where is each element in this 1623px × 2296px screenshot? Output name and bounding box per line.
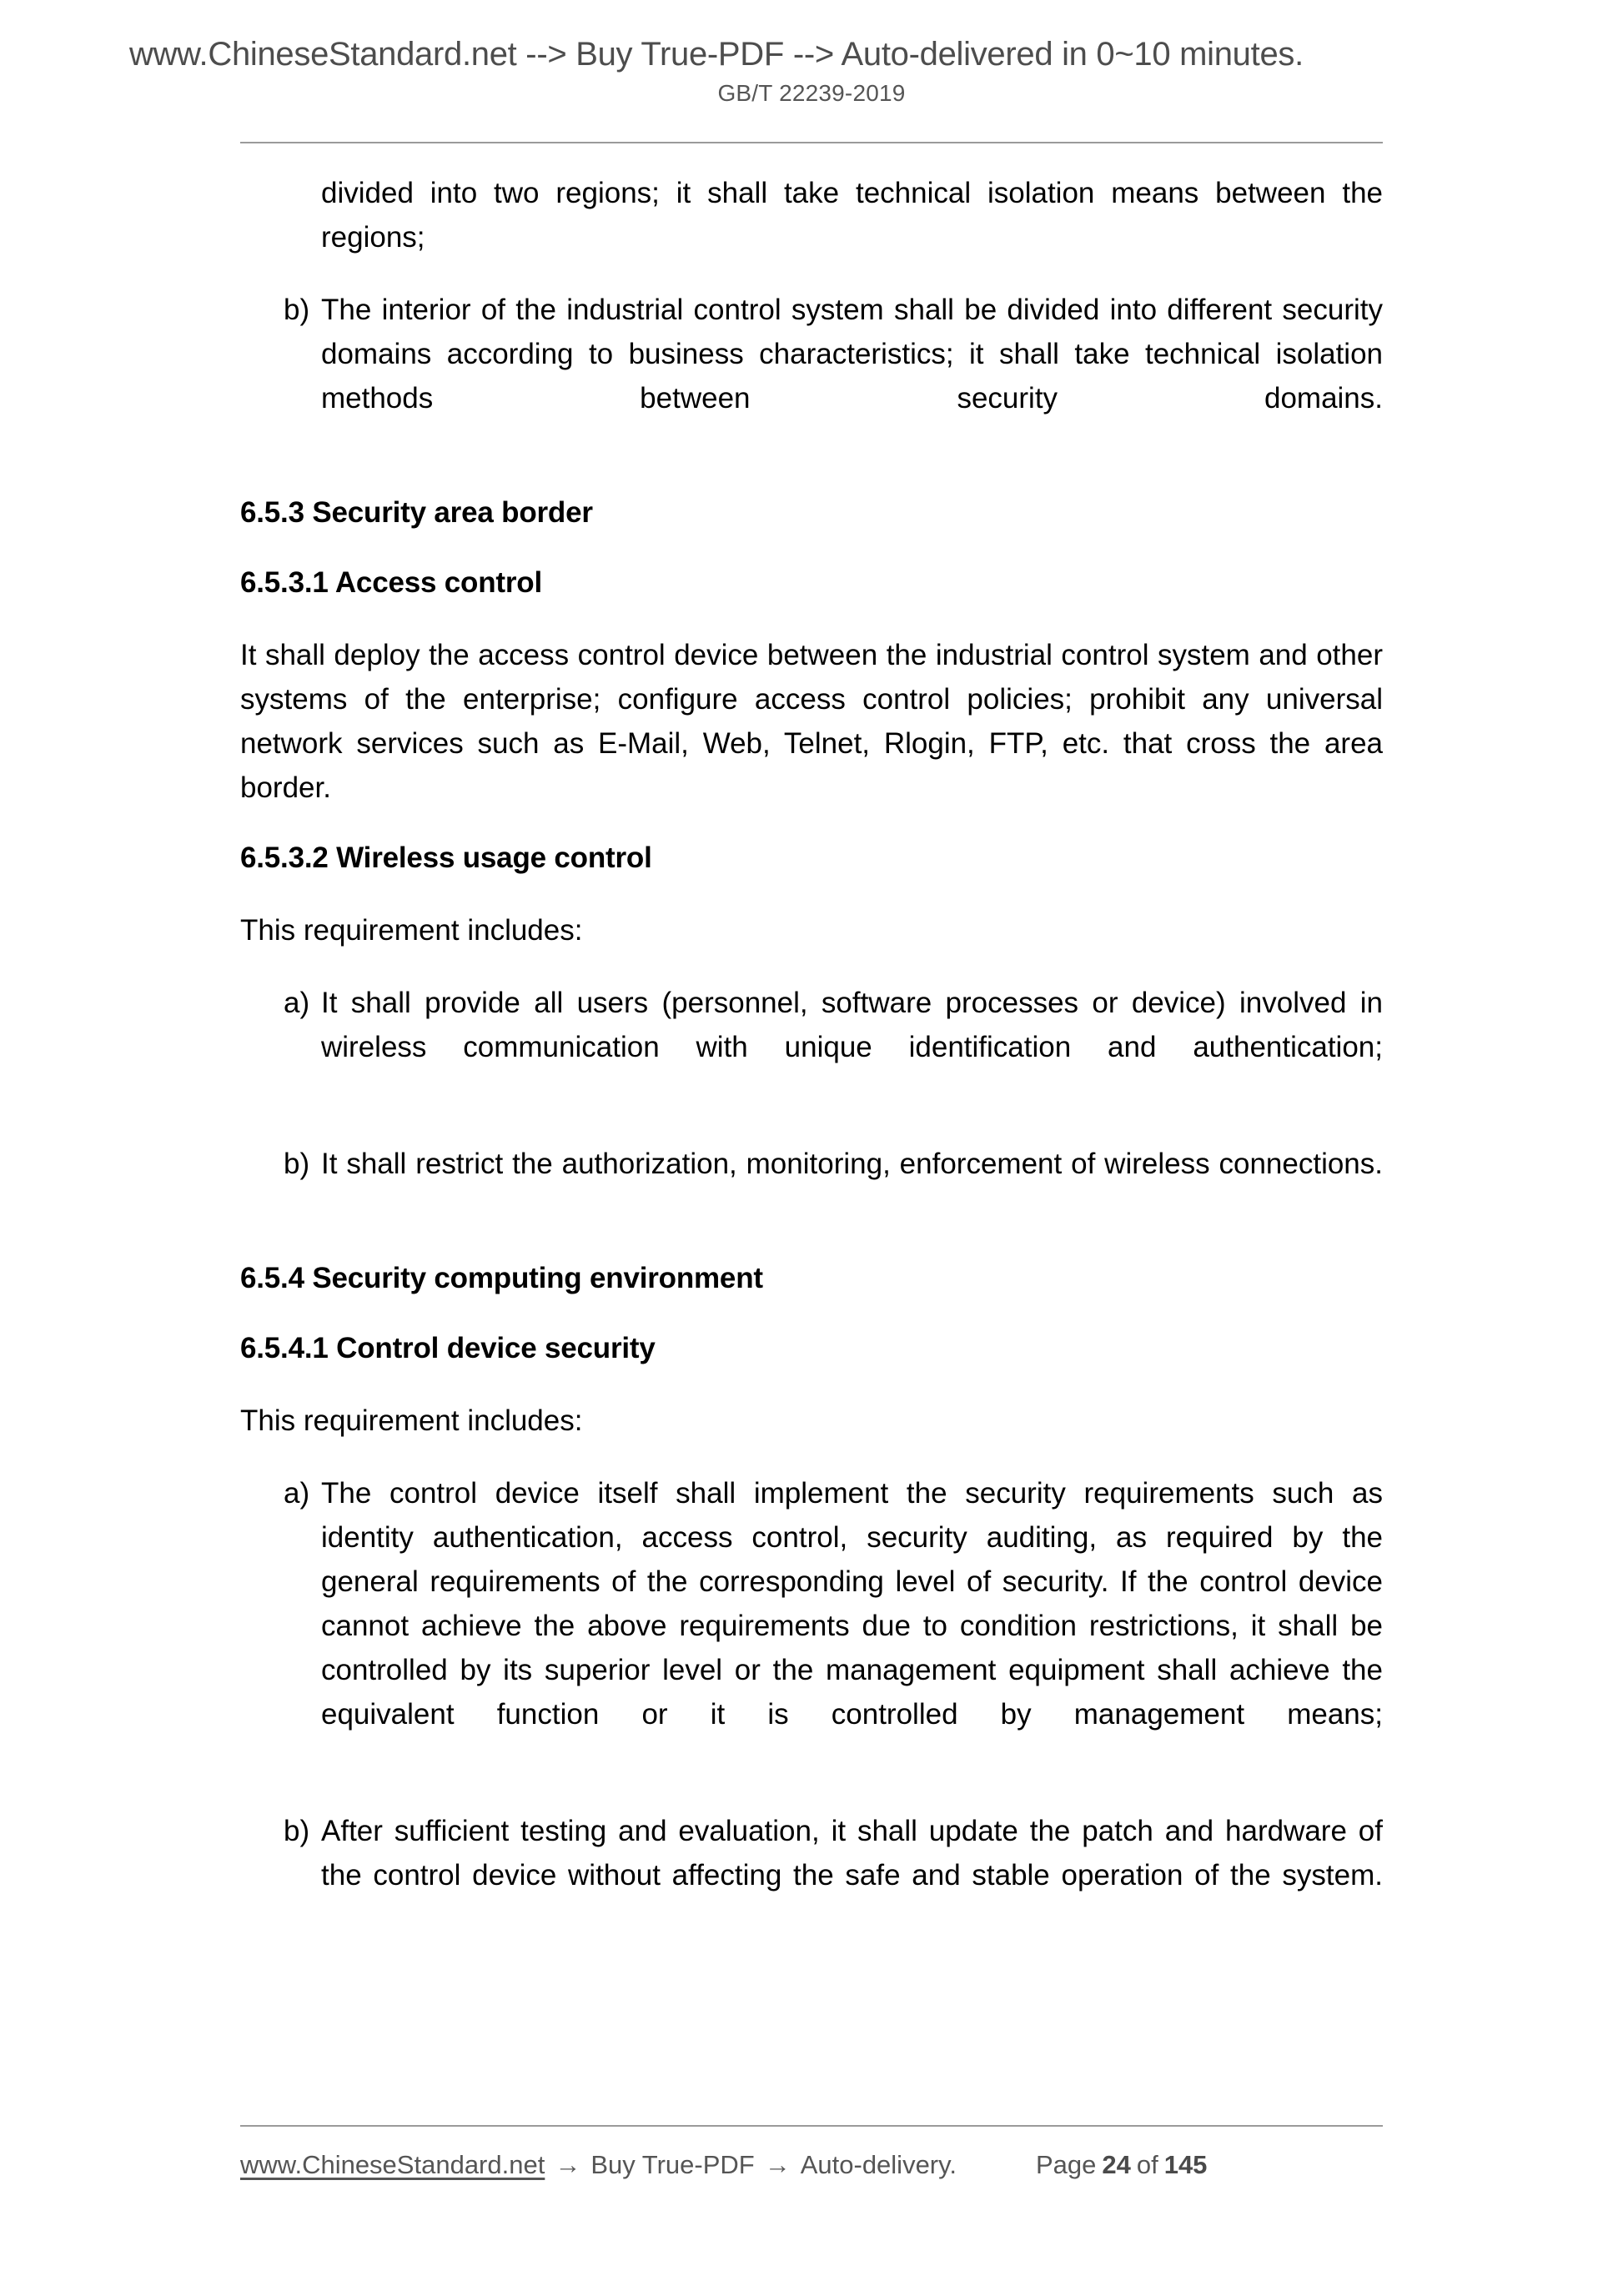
heading-6-5-3-1: 6.5.3.1 Access control	[240, 566, 542, 599]
heading-6-5-3: 6.5.3 Security area border	[240, 496, 593, 529]
footer-buy-label: Buy True-PDF	[590, 2150, 755, 2179]
arrow-right-icon: →	[764, 2150, 791, 2179]
list-item	[240, 1471, 1383, 1781]
footer-delivery-label: Auto-delivery.	[800, 2150, 957, 2179]
intro-6-5-4-1: This requirement includes:	[240, 1404, 583, 1437]
heading-6-5-4: 6.5.4 Security computing environment	[240, 1262, 763, 1294]
list-6-5-4-1	[240, 1471, 1383, 1942]
list-item-text: It shall restrict the authorization, monitoring, enforcement of wireless connections.	[321, 1148, 1383, 1180]
list-marker: a)	[284, 987, 310, 1019]
total-page-count: 145	[1163, 2150, 1208, 2179]
list-item-text: It shall provide all users (personnel, software processes or device) involved in wireless communication with unique identification and authentication;	[321, 987, 1383, 1063]
list-marker: b)	[284, 294, 310, 326]
footer-site-link[interactable]: www.ChineseStandard.net	[240, 2150, 545, 2179]
list-item	[240, 1142, 1383, 1230]
heading-6-5-4-1: 6.5.4.1 Control device security	[240, 1332, 656, 1364]
list-item	[240, 1809, 1383, 1942]
footer-promo	[240, 2150, 957, 2180]
page-header	[129, 37, 1494, 107]
current-page-number: 24	[1102, 2150, 1131, 2179]
paragraph-6-5-3-1: It shall deploy the access control device between the industrial control system and other systems of the enterprise; configure access control policies; prohibit any universal network services such as E-Mail, Web, Telnet, Rlogin, FTP, etc. that cross the area border.	[240, 639, 1383, 804]
header-promo-text: www.ChineseStandard.net --> Buy True-PDF --> Auto-delivered in 0~10 minutes.	[129, 36, 1304, 73]
list-marker: b)	[284, 1815, 310, 1847]
intro-6-5-3-2: This requirement includes:	[240, 914, 583, 947]
continued-paragraph: divided into two regions; it shall take technical isolation means between the regions;	[321, 177, 1383, 254]
document-content	[240, 171, 1383, 1970]
of-label: of	[1136, 2150, 1158, 2179]
list-marker: b)	[284, 1148, 310, 1180]
header-standard-number: GB/T 22239-2019	[717, 80, 906, 106]
page-footer	[240, 2150, 1383, 2180]
list-item	[240, 981, 1383, 1113]
page-indicator	[1033, 2150, 1210, 2180]
list-continued-previous	[240, 288, 1383, 465]
heading-6-5-3-2: 6.5.3.2 Wireless usage control	[240, 842, 652, 874]
header-divider	[240, 142, 1383, 143]
list-item-text: After sufficient testing and evaluation, it shall update the patch and hardware of the control device without affecting the safe and stable operation of the system.	[321, 1815, 1383, 1892]
list-marker: a)	[284, 1477, 310, 1510]
footer-divider	[240, 2125, 1383, 2127]
list-item	[240, 288, 1383, 465]
list-6-5-3-2	[240, 981, 1383, 1230]
list-item-text: The control device itself shall implement the security requirements such as identity authentication, access control, security auditing, as required by the general requirements of the corresponding level of security. If the control device cannot achieve the above requirements due to condition restrictions, it shall be controlled by its superior level or the management equipment shall achieve the equivalent function or it is controlled by management means;	[321, 1477, 1383, 1731]
list-item-text: The interior of the industrial control system shall be divided into different security domains according to business characteristics; it shall take technical isolation methods between security domains.	[321, 294, 1383, 414]
arrow-right-icon: →	[555, 2150, 581, 2179]
page-label: Page	[1035, 2150, 1097, 2179]
